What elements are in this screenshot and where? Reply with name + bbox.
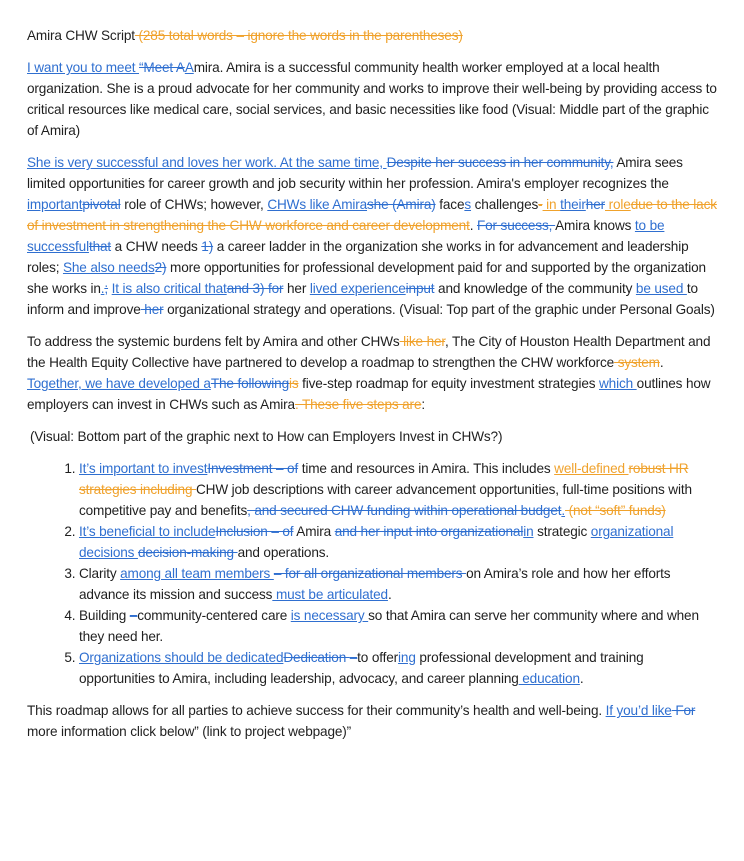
tracked-deletion-orange: . These five steps are [294,397,422,412]
text-run: (Visual: Bottom part of the graphic next to How can Employers Invest in CHWs?) [30,429,503,444]
tracked-deletion: For success, [476,218,556,233]
text-run: Amira sees limited opportunities for career growth and job security within her profession. Amira's employer recognizes the [27,155,683,191]
tracked-insertion: their [560,197,586,212]
tracked-insertion-orange: in [542,197,561,212]
list-item-step-3 [79,563,719,605]
tracked-insertion: s [464,197,472,212]
tracked-insertion: to be successful [27,218,665,254]
text-run: a career ladder in the organization she works in for advancement and leadership roles; [27,239,689,275]
roadmap-steps-list [27,458,719,689]
tracked-insertion: Organizations should be dedicated [79,650,284,665]
tracked-deletion-orange: like her [399,334,446,349]
roadmap-paragraph [27,331,719,415]
tracked-deletion: pivotal [82,197,121,212]
tracked-insertion-orange: role [605,197,631,212]
tracked-insertion: Together, we have developed a [27,376,211,391]
tracked-deletion: Investment – of [207,461,299,476]
text-run: Building [79,608,130,623]
tracked-insertion: is necessary [290,608,369,623]
tracked-deletion: her [585,197,605,212]
list-item-step-1 [79,458,719,521]
tracked-insertion: must be articulated [272,587,388,602]
text-run: , The City of Houston Health Department and the Health Equity Collective have partnered to develop a roadmap to strengthen the CHW workforce [27,334,711,370]
tracked-insertion: ing [398,650,416,665]
tracked-deletion-orange: - [538,197,543,212]
text-run: mira. Amira is a successful community health worker employed at a local health organization. She is a proud advocate for her community and works to improve their well-being by providing access to critical resources like medical care, social services, and basic necessities like food (Visual: Middle part of the graphic of Amira) [27,60,717,138]
text-run: . [469,218,477,233]
text-run: five-step roadmap for equity investment strategies [298,376,600,391]
text-run: outlines how employers can invest in CHWs such as Amira [27,376,711,412]
tracked-insertion: She also needs [62,260,155,275]
tracked-insertion: in [523,524,534,539]
tracked-deletion: Dedication [283,650,350,665]
tracked-insertion-orange: well-defined [554,461,629,476]
tracked-deletion: – [129,608,138,623]
tracked-insertion: . [100,281,105,296]
tracked-insertion: among all team members [120,566,274,581]
tracked-insertion: It is also critical that [111,281,227,296]
text-run: Clarity [79,566,121,581]
tracked-deletion: input [405,281,435,296]
tracked-insertion: be used [635,281,687,296]
text-run: professional development and training opportunities to Amira, including leadership, advocacy, and career planning [79,650,644,686]
text-run: Amira [293,524,335,539]
list-item-step-2 [79,521,719,563]
intro-paragraph [27,57,719,141]
text-run: so that Amira can serve her community where and when they need her. [79,608,699,644]
text-run: more opportunities for professional development paid for and supported by the organization she works in [27,260,706,296]
text-run: face [435,197,465,212]
tracked-deletion-orange: due to the lack of investment in strengthening the CHW workforce and career development [27,197,717,233]
text-run: Amira knows [555,218,635,233]
visual-note [30,426,719,447]
tracked-deletion: Inclusion – of [215,524,294,539]
text-run: on Amira’s role and how her efforts advance its mission and success [79,566,671,602]
tracked-deletion: – for all organizational members [273,566,467,581]
text-run: her [283,281,310,296]
tracked-deletion: The following [210,376,289,391]
tracked-deletion: “Meet A [139,60,185,75]
tracked-insertion: It’s beneficial to include [79,524,216,539]
text-run: strategic [533,524,591,539]
document-title [27,25,719,46]
text-run: a CHW needs [111,239,202,254]
tracked-insertion: organizational decisions [79,524,674,560]
tracked-insertion: She is very successful and loves her work. At the same time, [27,155,387,170]
tracked-deletion: 2) [154,260,167,275]
tracked-insertion: I want you to meet [27,60,140,75]
list-item-step-5 [79,647,719,689]
text-run: Amira CHW Script [27,28,135,43]
tracked-deletion: For [671,703,696,718]
tracked-insertion: lived experience [309,281,406,296]
tracked-deletion-orange: system [614,355,660,370]
tracked-deletion: her [140,302,164,317]
tracked-deletion: that [88,239,112,254]
document-body [27,25,719,753]
text-run: organizational strategy and operations. (Visual: Top part of the graphic under Personal Goals) [163,302,715,317]
tracked-insertion: important [27,197,83,212]
tracked-deletion-orange: (not “soft” funds) [565,503,666,518]
tracked-deletion: decision-making [137,545,238,560]
text-run: : [421,397,425,412]
text-run: This roadmap allows for all parties to achieve success for their community’s health and well-being. [27,703,606,718]
tracked-deletion: and her input into organizational [334,524,524,539]
tracked-deletion-orange: robust HR strategies including [79,461,689,497]
text-run: CHW job descriptions with career advancement opportunities, full-time positions with competitive pay and benefits [79,482,692,518]
text-run: to inform and improve [27,281,698,317]
tracked-insertion: A [184,60,194,75]
closing-paragraph [27,700,719,742]
text-run: and knowledge of the community [434,281,636,296]
text-run: . [579,671,584,686]
tracked-insertion: It’s important to invest [79,461,208,476]
text-run: . [659,355,664,370]
tracked-deletion: 1) [201,239,214,254]
tracked-insertion: education [518,671,580,686]
text-run: time and resources in Amira. This includes [298,461,555,476]
tracked-deletion-orange: (285 total words – ignore the words in the parentheses) [134,28,463,43]
tracked-deletion: , and secured CHW funding within operational budget [247,503,562,518]
tracked-insertion: If you’d like [605,703,672,718]
tracked-deletion: Despite her success in her community, [386,155,614,170]
tracked-insertion: CHWs like Amira [267,197,368,212]
text-run: community-centered care [137,608,291,623]
tracked-deletion: – [349,650,358,665]
text-run: challenges [471,197,539,212]
text-run: and operations. [237,545,330,560]
text-run: more information click below” (link to project webpage)” [27,724,352,739]
tracked-deletion: she (Amira) [367,197,436,212]
tracked-insertion: . [561,503,566,518]
challenges-paragraph [27,152,719,320]
tracked-insertion: which [599,376,637,391]
tracked-deletion: ; [104,281,109,296]
list-item-step-4 [79,605,719,647]
text-run: To address the systemic burdens felt by Amira and other CHWs [27,334,400,349]
tracked-deletion-orange: is [289,376,299,391]
tracked-deletion: and 3) for [226,281,284,296]
text-run: role of CHWs; however, [120,197,268,212]
text-run: . [387,587,392,602]
text-run: to offer [357,650,399,665]
